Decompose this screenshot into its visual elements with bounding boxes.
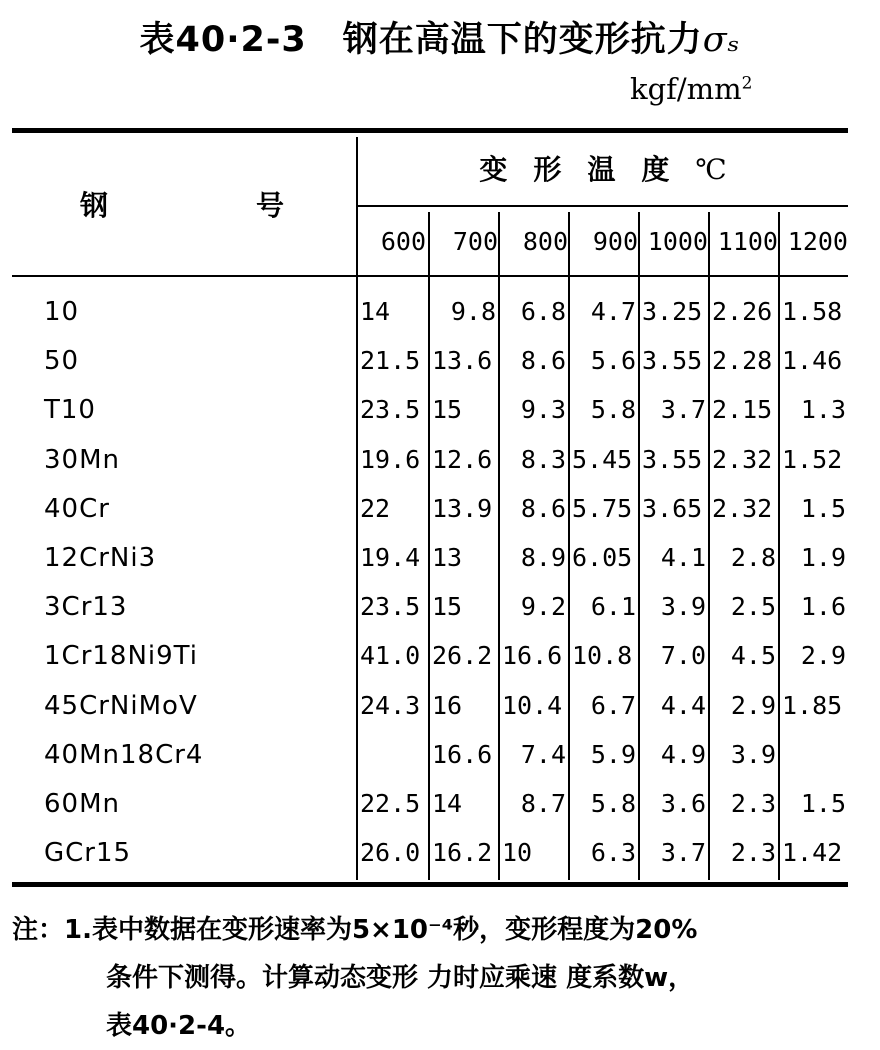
table-cell: 14 [432, 789, 463, 818]
table-cell: 5.8 [590, 395, 636, 425]
temperature-column-header: 800 [522, 227, 568, 256]
table-cell: 4.1 [660, 543, 706, 572]
table-cell: 9.8 [450, 297, 496, 326]
table-cell: 1.85 [782, 690, 843, 720]
table-cell [360, 735, 424, 775]
table-cell: 4.9 [660, 739, 706, 769]
table-cell: 2.3 [730, 838, 776, 868]
table-cell: 10.8 [572, 641, 633, 671]
table-cell: 5.75 [572, 493, 633, 523]
note-line-2: 条件下测得。计算动态变形 力时应乘速 度系数w， [106, 963, 695, 993]
steel-grade: 45CrNiMoV [44, 690, 198, 721]
steel-grade: GCr15 [44, 838, 132, 869]
table-cell: 2.9 [800, 641, 846, 671]
table-cell: 4.4 [660, 690, 706, 720]
table-cell: 3.9 [730, 739, 776, 769]
table-cell: 7.0 [660, 641, 706, 671]
table-cell: 21.5 [360, 346, 421, 376]
table-cell: 3.6 [660, 789, 706, 818]
table-cell: 1.52 [782, 444, 843, 474]
steel-header-char-2: 号 [256, 189, 285, 222]
temperature-column-header: 700 [452, 227, 498, 256]
steel-grade: 12CrNi3 [44, 543, 157, 573]
table-cell: 8.3 [520, 444, 566, 474]
steel-header-char-1: 钢 [80, 189, 109, 222]
table-cell: 1.58 [782, 297, 843, 326]
temperature-column-header: 900 [592, 227, 638, 256]
table-cell: 1.9 [800, 543, 846, 572]
table-cell: 7.4 [520, 739, 566, 769]
column-line [708, 212, 710, 880]
table-cell: 5.45 [572, 444, 633, 474]
table-cell: 8.6 [520, 346, 566, 376]
table-cell: 16.6 [502, 641, 563, 671]
table-cell: 8.6 [520, 493, 566, 523]
steel-grade: 3Cr13 [44, 592, 128, 623]
table-cell: 8.7 [520, 789, 566, 818]
table-cell: 2.15 [712, 395, 773, 425]
steel-header [14, 168, 354, 228]
temperature-column-header: 1100 [717, 227, 778, 256]
temp-subheader-rule [356, 205, 848, 207]
table-cell: 1.5 [800, 789, 846, 818]
table-cell: 26.2 [432, 641, 493, 671]
steel-grade: T10 [44, 395, 96, 426]
steel-grade: 50 [44, 346, 80, 377]
unit-label [630, 72, 752, 106]
table-cell: 19.4 [360, 543, 421, 572]
steel-grade: 60Mn [44, 789, 120, 819]
sigma-symbol: σₛ [702, 20, 741, 60]
note-line-3: 表40·2-4。 [106, 1011, 252, 1041]
table-cell: 22.5 [360, 789, 421, 818]
table-cell: 12.6 [432, 444, 493, 474]
table-cell [782, 735, 846, 775]
table-cell: 4.5 [730, 641, 776, 671]
header-bottom-rule [12, 275, 848, 277]
table-cell: 3.7 [660, 395, 706, 425]
table-cell: 3.9 [660, 592, 706, 622]
table-cell: 6.05 [572, 543, 633, 572]
table-cell: 1.3 [800, 395, 846, 425]
unit-exponent: 2 [741, 73, 753, 94]
table-cell: 24.3 [360, 690, 421, 720]
steel-grade: 30Mn [44, 444, 120, 475]
column-line [428, 212, 430, 880]
table-cell: 1.5 [800, 493, 846, 523]
table-notes [12, 906, 862, 1050]
temperature-header [358, 148, 848, 188]
table-cell: 2.32 [712, 493, 773, 523]
table-cell: 4.7 [590, 297, 636, 326]
table-cell: 1.42 [782, 838, 843, 868]
table-cell: 13.6 [432, 346, 493, 376]
table-cell: 16.2 [432, 838, 493, 868]
table-title [0, 12, 880, 62]
table-cell: 26.0 [360, 838, 421, 868]
table-cell: 22 [360, 493, 391, 523]
column-line [778, 212, 780, 880]
unit-base: kgf/mm [630, 72, 742, 106]
note-line-1: 注：1.表中数据在变形速率为5×10⁻⁴秒，变形程度为20% [12, 915, 698, 945]
table-cell: 3.65 [642, 493, 703, 523]
table-cell: 2.3 [730, 789, 776, 818]
table-cell: 9.3 [520, 395, 566, 425]
table-cell: 16 [432, 690, 463, 720]
table-cell: 6.7 [590, 690, 636, 720]
table-cell: 1.6 [800, 592, 846, 622]
table-cell: 10 [502, 838, 533, 868]
table-cell: 41.0 [360, 641, 421, 671]
table-cell: 19.6 [360, 444, 421, 474]
table-cell: 5.6 [590, 346, 636, 376]
table-cell: 2.32 [712, 444, 773, 474]
table-cell: 2.26 [712, 297, 773, 326]
table-cell: 2.5 [730, 592, 776, 622]
steel-grade: 1Cr18Ni9Ti [44, 641, 198, 672]
table-cell: 13.9 [432, 493, 493, 523]
table-cell: 3.55 [642, 346, 703, 376]
table-cell: 23.5 [360, 592, 421, 622]
table-cell: 5.9 [590, 739, 636, 769]
table-title-text: 表40·2-3 钢在高温下的变形抗力 [139, 20, 703, 60]
table-cell: 6.1 [590, 592, 636, 622]
table-cell: 14 [360, 297, 391, 326]
table-cell: 3.25 [642, 297, 703, 326]
table-cell: 6.3 [590, 838, 636, 868]
table-cell: 1.46 [782, 346, 843, 376]
table-cell: 10.4 [502, 690, 563, 720]
column-line [638, 212, 640, 880]
temperature-column-header: 1200 [787, 227, 848, 256]
table-cell: 9.2 [520, 592, 566, 622]
table-cell: 13 [432, 543, 463, 572]
temperature-column-header: 1000 [647, 227, 708, 256]
top-rule [12, 128, 848, 133]
steel-grade: 40Cr [44, 493, 110, 524]
table-cell: 6.8 [520, 297, 566, 326]
table-cell: 5.8 [590, 789, 636, 818]
temperature-header-label: 变形温度 [479, 153, 696, 186]
table-cell: 3.7 [660, 838, 706, 868]
column-line [498, 212, 500, 880]
table-cell: 16.6 [432, 739, 493, 769]
table-cell: 15 [432, 395, 463, 425]
table-cell: 2.8 [730, 543, 776, 572]
steel-grade: 40Mn18Cr4 [44, 739, 204, 770]
table-cell: 2.28 [712, 346, 773, 376]
table-cell: 3.55 [642, 444, 703, 474]
bottom-rule [12, 882, 848, 887]
table-cell: 2.9 [730, 690, 776, 720]
table-cell: 8.9 [520, 543, 566, 572]
temperature-column-header: 600 [380, 227, 426, 256]
table-cell: 23.5 [360, 395, 421, 425]
temperature-unit: ℃ [695, 153, 727, 186]
table-cell: 15 [432, 592, 463, 622]
steel-grade: 10 [44, 297, 80, 327]
column-line [568, 212, 570, 880]
